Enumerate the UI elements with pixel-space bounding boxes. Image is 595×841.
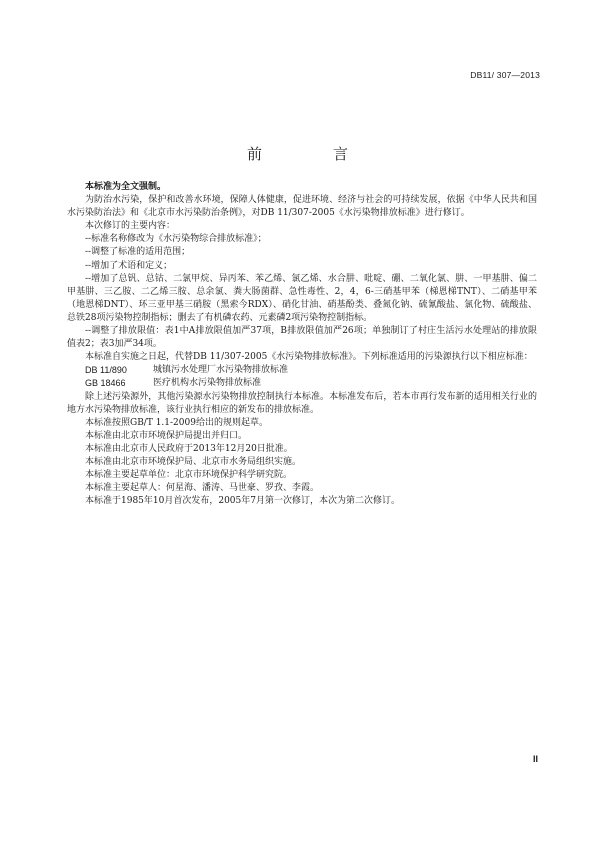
foreword-body	[67, 181, 537, 508]
revision-item: --调整了排放限值：表1中A排放限值加严37项，B排放限值加严26项；单独制订了村庄生活污水处理站的排放限值表2；表3加严34项。	[67, 326, 537, 350]
paragraph: 除上述污染源外，其他污染源水污染物排放控制执行本标准。本标准发布后，若本市再行发布新的适用相关行业的地方水污染物排放标准，该行业执行相应的新发布的排放标准。	[67, 391, 537, 415]
revision-item: --增加了术语和定义；	[85, 260, 173, 271]
paragraph: 本标准由北京市环境保护局提出并归口。	[85, 430, 248, 441]
revision-item: --标准名称修改为《水污染物综合排放标准》；	[85, 234, 267, 245]
standard-code: GB 18466	[85, 378, 126, 389]
document-code: DB11/ 307—2013	[470, 70, 540, 80]
paragraph: 本标准由北京市人民政府于2013年12月20日批准。	[85, 443, 293, 454]
paragraph: 为防治水污染，保护和改善水环境，保障人体健康，促进环境、经济与社会的可持续发展，依据《中华人民共和国水污染防治法》和《北京市水污染防治条例》，对DB 11/307-2005《水污染物排放标准》进行修订。	[67, 195, 537, 219]
standard-name: 城镇污水处理厂水污染物排放标准	[153, 365, 289, 376]
revision-item: --调整了标准的适用范围；	[85, 247, 191, 258]
page-number: II	[532, 754, 538, 764]
paragraph: 本标准由北京市环境保护局、北京市水务局组织实施。	[85, 456, 302, 467]
page-title: 前 言	[246, 145, 376, 164]
paragraph: 本次修订的主要内容：	[85, 221, 176, 232]
standard-code: DB 11/890	[85, 365, 127, 376]
paragraph: 本标准按照GB/T 1.1-2009给出的规则起草。	[85, 417, 268, 428]
standards-list	[67, 364, 537, 390]
standard-name: 医疗机构水污染物排放标准	[153, 378, 262, 389]
paragraph: 本标准自实施之日起，代替DB 11/307-2005《水污染物排放标准》。下列标准适用的污染源执行以下相应标准：	[85, 352, 533, 363]
paragraph: 本标准主要起草单位：北京市环境保护科学研究院。	[85, 470, 293, 481]
paragraph: 本标准主要起草人：何星海、潘涛、马世豪、罗孜、李霞。	[85, 483, 320, 494]
paragraph: 本标准于1985年10月首次发布，2005年7月第一次修订，本次为第二次修订。	[85, 496, 400, 507]
mandatory-statement: 本标准为全文强制。	[85, 182, 167, 192]
list-item	[67, 377, 537, 390]
list-item	[67, 364, 537, 377]
revision-item: --增加了总钒、总钴、二氯甲烷、异丙苯、苯乙烯、氯乙烯、水合肼、吡啶、硼、二氧化氯、肼、一甲基肼、偏二甲基肼、三乙胺、二乙烯三胺、总余氯、粪大肠菌群、急性毒性、2，4，6-三硝基甲苯（梯恩梯TNT）、二硝基甲苯（地恩梯DNT）、环三亚甲基三硝胺（黑索今RDX）、硝化甘油、硝基酚类、叠氮化钠、硫氰酸盐、氯化物、硫酸盐、总铁28项污染物控制指标；删去了有机磷农药、元素磷2项污染物控制指标。	[67, 273, 537, 323]
